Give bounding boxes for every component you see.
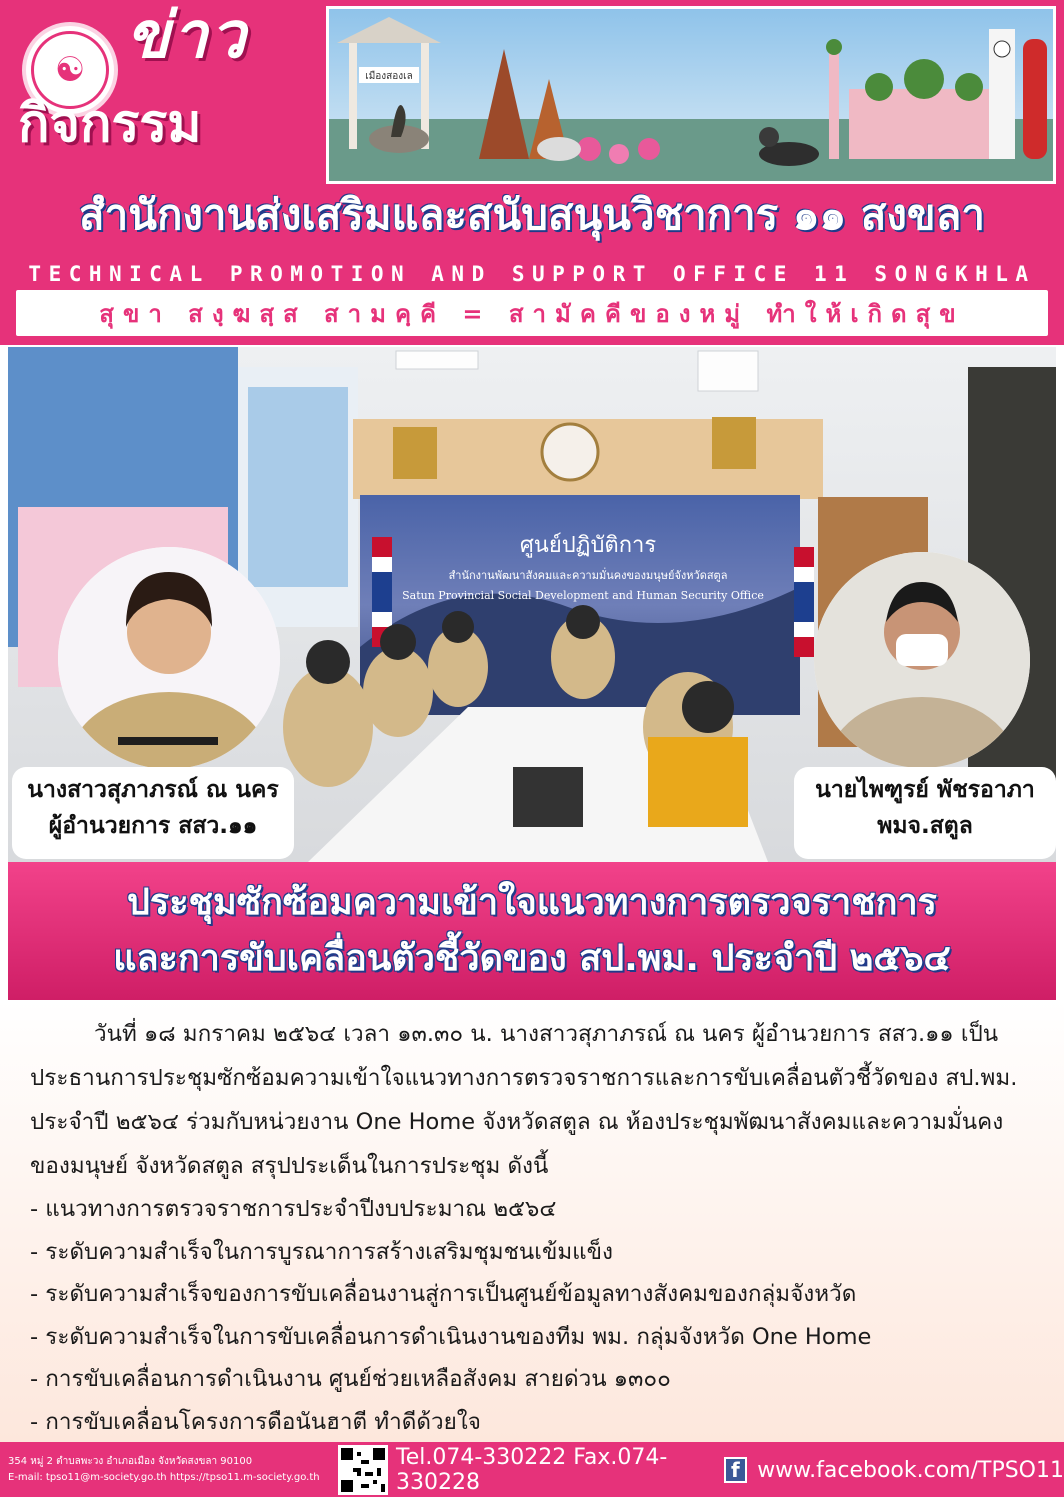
list-item: - แนวทางการตรวจราชการประจำปีงบประมาณ ๒๕๖๔ <box>30 1196 557 1222</box>
list-item: - การขับเคลื่อนการดำเนินงาน ศูนย์ช่วยเหลือสังคม สายด่วน ๑๓๐๐ <box>30 1366 671 1392</box>
article-paragraph <box>30 1012 1034 1188</box>
footer-facebook-link[interactable]: www.facebook.com/TPSO11 <box>757 1457 1064 1483</box>
article-body <box>0 1000 1064 1442</box>
list-item: - การขับเคลื่อนโครงการดือนันฮาตี ทำดีด้วยใจ <box>30 1408 481 1435</box>
footer-email-web[interactable]: E-mail: tpso11@m-society.go.th https://tpso11.m-society.go.th <box>8 1472 320 1483</box>
headline-line-2: และการขับเคลื่อนตัวชี้วัดของ สป.พม. ประจำปี ๒๕๖๔ <box>113 938 951 979</box>
footer-phone-fax[interactable]: Tel.074-330222 Fax.074-330228 <box>396 1445 668 1495</box>
list-item: - ระดับความสำเร็จในการบูรณาการสร้างเสริมชุมชนเข้มแข็ง <box>30 1238 614 1265</box>
officer-name: นายไพฑูรย์ พัชรอาภา <box>815 777 1035 803</box>
meeting-photo <box>8 347 1056 862</box>
banner-sign-text: เมืองสองเล <box>365 71 413 82</box>
qr-code[interactable] <box>338 1445 388 1495</box>
center-subtitle-thai: สำนักงานพัฒนาสังคมและความมั่นคงของมนุษย์จังหวัดสตูล <box>448 569 728 582</box>
facebook-icon[interactable]: f <box>724 1457 748 1483</box>
director-portrait <box>58 547 280 769</box>
list-item: - ระดับความสำเร็จของการขับเคลื่อนงานสู่การเป็นศูนย์ข้อมูลทางสังคมของกลุ่มจังหวัด <box>30 1281 857 1307</box>
officer-role: พมจ.สตูล <box>877 812 973 839</box>
footer-contact <box>396 1445 1064 1495</box>
footer-address-block <box>8 1454 338 1486</box>
landmarks-illustration <box>329 9 1053 181</box>
director-caption <box>12 767 294 859</box>
seal-icon: ☯ <box>31 31 109 109</box>
director-name: นางสาวสุภาภรณ์ ณ นคร <box>27 777 279 803</box>
headline-line-1: ประชุมซักซ้อมความเข้าใจแนวทางการตรวจราชการ <box>127 882 937 924</box>
office-name-english: TECHNICAL PROMOTION AND SUPPORT OFFICE 11 SONGKHLA <box>28 262 1036 286</box>
header-banner <box>0 0 1064 345</box>
songkhla-landmarks-photo <box>326 6 1056 184</box>
footer-address: 354 หมู่ 2 ตำบลพะวง อำเภอเมือง จังหวัดสงขลา 90100 <box>8 1456 253 1467</box>
brand-title-news: ข่าว <box>126 0 248 73</box>
list-item: - ระดับความสำเร็จในการขับเคลื่อนการดำเนินงานของทีม พม. กลุ่มจังหวัด One Home <box>30 1323 872 1350</box>
qr-code-icon <box>341 1448 385 1492</box>
brand-title-activity: กิจกรรม <box>18 94 202 154</box>
headline-band <box>8 862 1056 1000</box>
director-portrait-illustration <box>58 547 280 769</box>
center-subtitle-english: Satun Provincial Social Development and Human Security Office <box>402 589 764 602</box>
center-title-text: ศูนย์ปฏิบัติการ <box>519 533 657 558</box>
footer-bar <box>0 1442 1064 1497</box>
office-name-thai: สำนักงานส่งเสริมและสนับสนุนวิชาการ ๑๑ สงขลา <box>79 190 985 239</box>
director-role: ผู้อำนวยการ สสว.๑๑ <box>48 812 258 839</box>
provincial-officer-portrait <box>814 552 1030 768</box>
officer-portrait-illustration <box>814 552 1030 768</box>
article-paragraph-text: วันที่ ๑๘ มกราคม ๒๕๖๔ เวลา ๑๓.๓๐ น. นางสาวสุภาภรณ์ ณ นคร ผู้อำนวยการ สสว.๑๑ เป็นประธานการประชุมซักซ้อมความเข้าใจแนวทางการตรวจราชการและการขับเคลื่อนตัวชี้วัดของ สป.พม. ประจำปี ๒๕๖๔ ร่วมกับหน่วยงาน One Home จังหวัดสตูล ณ ห้องประชุมพัฒนาสังคมและความมั่นคงของมนุษย์ จังหวัดสตูล สรุปประเด็นในการประชุม ดังนี้ <box>30 1021 1018 1179</box>
summary-list <box>30 1188 1034 1443</box>
officer-caption <box>794 767 1056 859</box>
motto-banner: สุขา สงฺฆสฺส สามคฺคี = สามัคคีของหมู่ ทำให้เกิดสุข <box>16 290 1048 336</box>
